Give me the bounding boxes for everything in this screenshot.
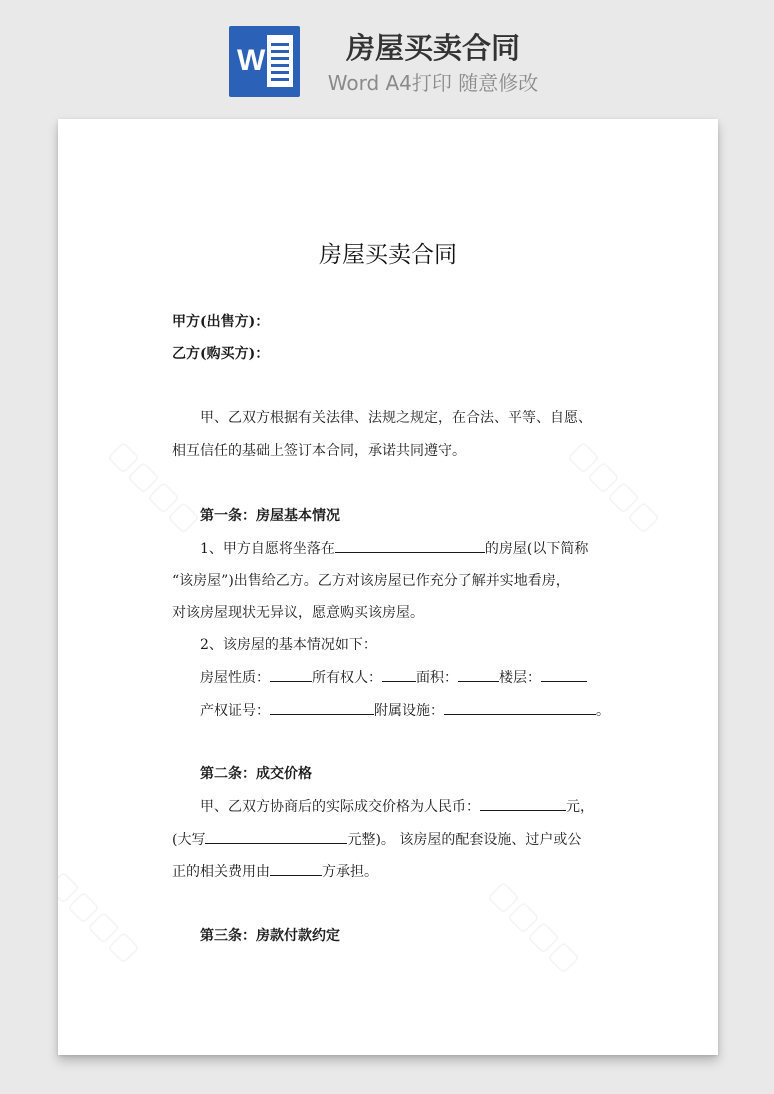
article-1-text: 的房屋(以下简称 <box>484 541 589 557</box>
party-a-label: 甲方(出售方)： <box>172 314 270 330</box>
banner-title: 房屋买卖合同 <box>345 31 520 65</box>
article-2-heading: 第二条：成交价格 <box>200 766 312 782</box>
article-1-heading: 第一条：房屋基本情况 <box>200 508 340 524</box>
article-1-paragraph-1-line-3: 对该房屋现状无异议，愿意购买该房屋。 <box>172 605 424 621</box>
fee-party-blank <box>270 861 322 876</box>
article-3-heading: 第三条：房款付款约定 <box>200 928 340 944</box>
article-2-text: 方承担。 <box>322 864 378 880</box>
article-1-text: 1、甲方自愿将坐落在 <box>200 541 335 557</box>
price-uppercase-blank <box>205 829 347 844</box>
article-2-line-1 <box>200 796 594 817</box>
header-banner <box>0 0 774 110</box>
article-2-text: 元， <box>566 799 594 815</box>
article-2-text: 元整)。 该房屋的配套设施、过户或公 <box>347 832 582 848</box>
banner-subtitle: Word A4打印 随意修改 <box>327 71 539 95</box>
watermark-mark <box>562 434 667 539</box>
owner-label: 所有权人： <box>312 670 382 686</box>
nature-blank <box>270 667 312 682</box>
article-2-text: 正的相关费用由 <box>172 864 270 880</box>
floor-blank <box>541 667 587 682</box>
area-label: 面积： <box>416 670 458 686</box>
document-title: 房屋买卖合同 <box>319 242 457 268</box>
party-b-label: 乙方(购买方)： <box>172 346 270 362</box>
word-doc-icon <box>229 26 300 97</box>
word-doc-sheet <box>267 35 293 87</box>
property-details-row-2 <box>200 700 610 721</box>
facility-label: 附属设施： <box>374 703 444 719</box>
article-2-line-2 <box>172 829 581 850</box>
document-page <box>58 119 718 1055</box>
cert-label: 产权证号： <box>200 703 270 719</box>
property-details-row-1 <box>200 667 587 688</box>
article-2-text: 甲、乙双方协商后的实际成交价格为人民币： <box>200 799 480 815</box>
area-blank <box>458 667 499 682</box>
watermark-mark <box>58 864 147 969</box>
article-2-text: (大写 <box>172 832 206 848</box>
article-1-paragraph-2: 2、该房屋的基本情况如下： <box>200 637 377 653</box>
price-blank <box>480 796 566 811</box>
floor-label: 楼层： <box>499 670 541 686</box>
article-1-paragraph-1-line-2: “该房屋”)出售给乙方。乙方对该房屋已作充分了解并实地看房， <box>172 573 570 589</box>
facility-blank <box>444 700 596 715</box>
watermark-mark <box>482 874 587 979</box>
word-icon-letter: W <box>237 44 266 77</box>
owner-blank <box>382 667 416 682</box>
location-blank <box>335 538 485 553</box>
article-1-paragraph-1-line-1 <box>200 538 588 559</box>
article-2-line-3 <box>172 861 378 882</box>
intro-line-1: 甲、乙双方根据有关法律、法规之规定，在合法、平等、自愿、 <box>200 410 592 426</box>
nature-label: 房屋性质： <box>200 670 270 686</box>
end-mark: 。 <box>596 703 610 719</box>
intro-line-2: 相互信任的基础上签订本合同，承诺共同遵守。 <box>172 443 466 459</box>
cert-blank <box>270 700 374 715</box>
